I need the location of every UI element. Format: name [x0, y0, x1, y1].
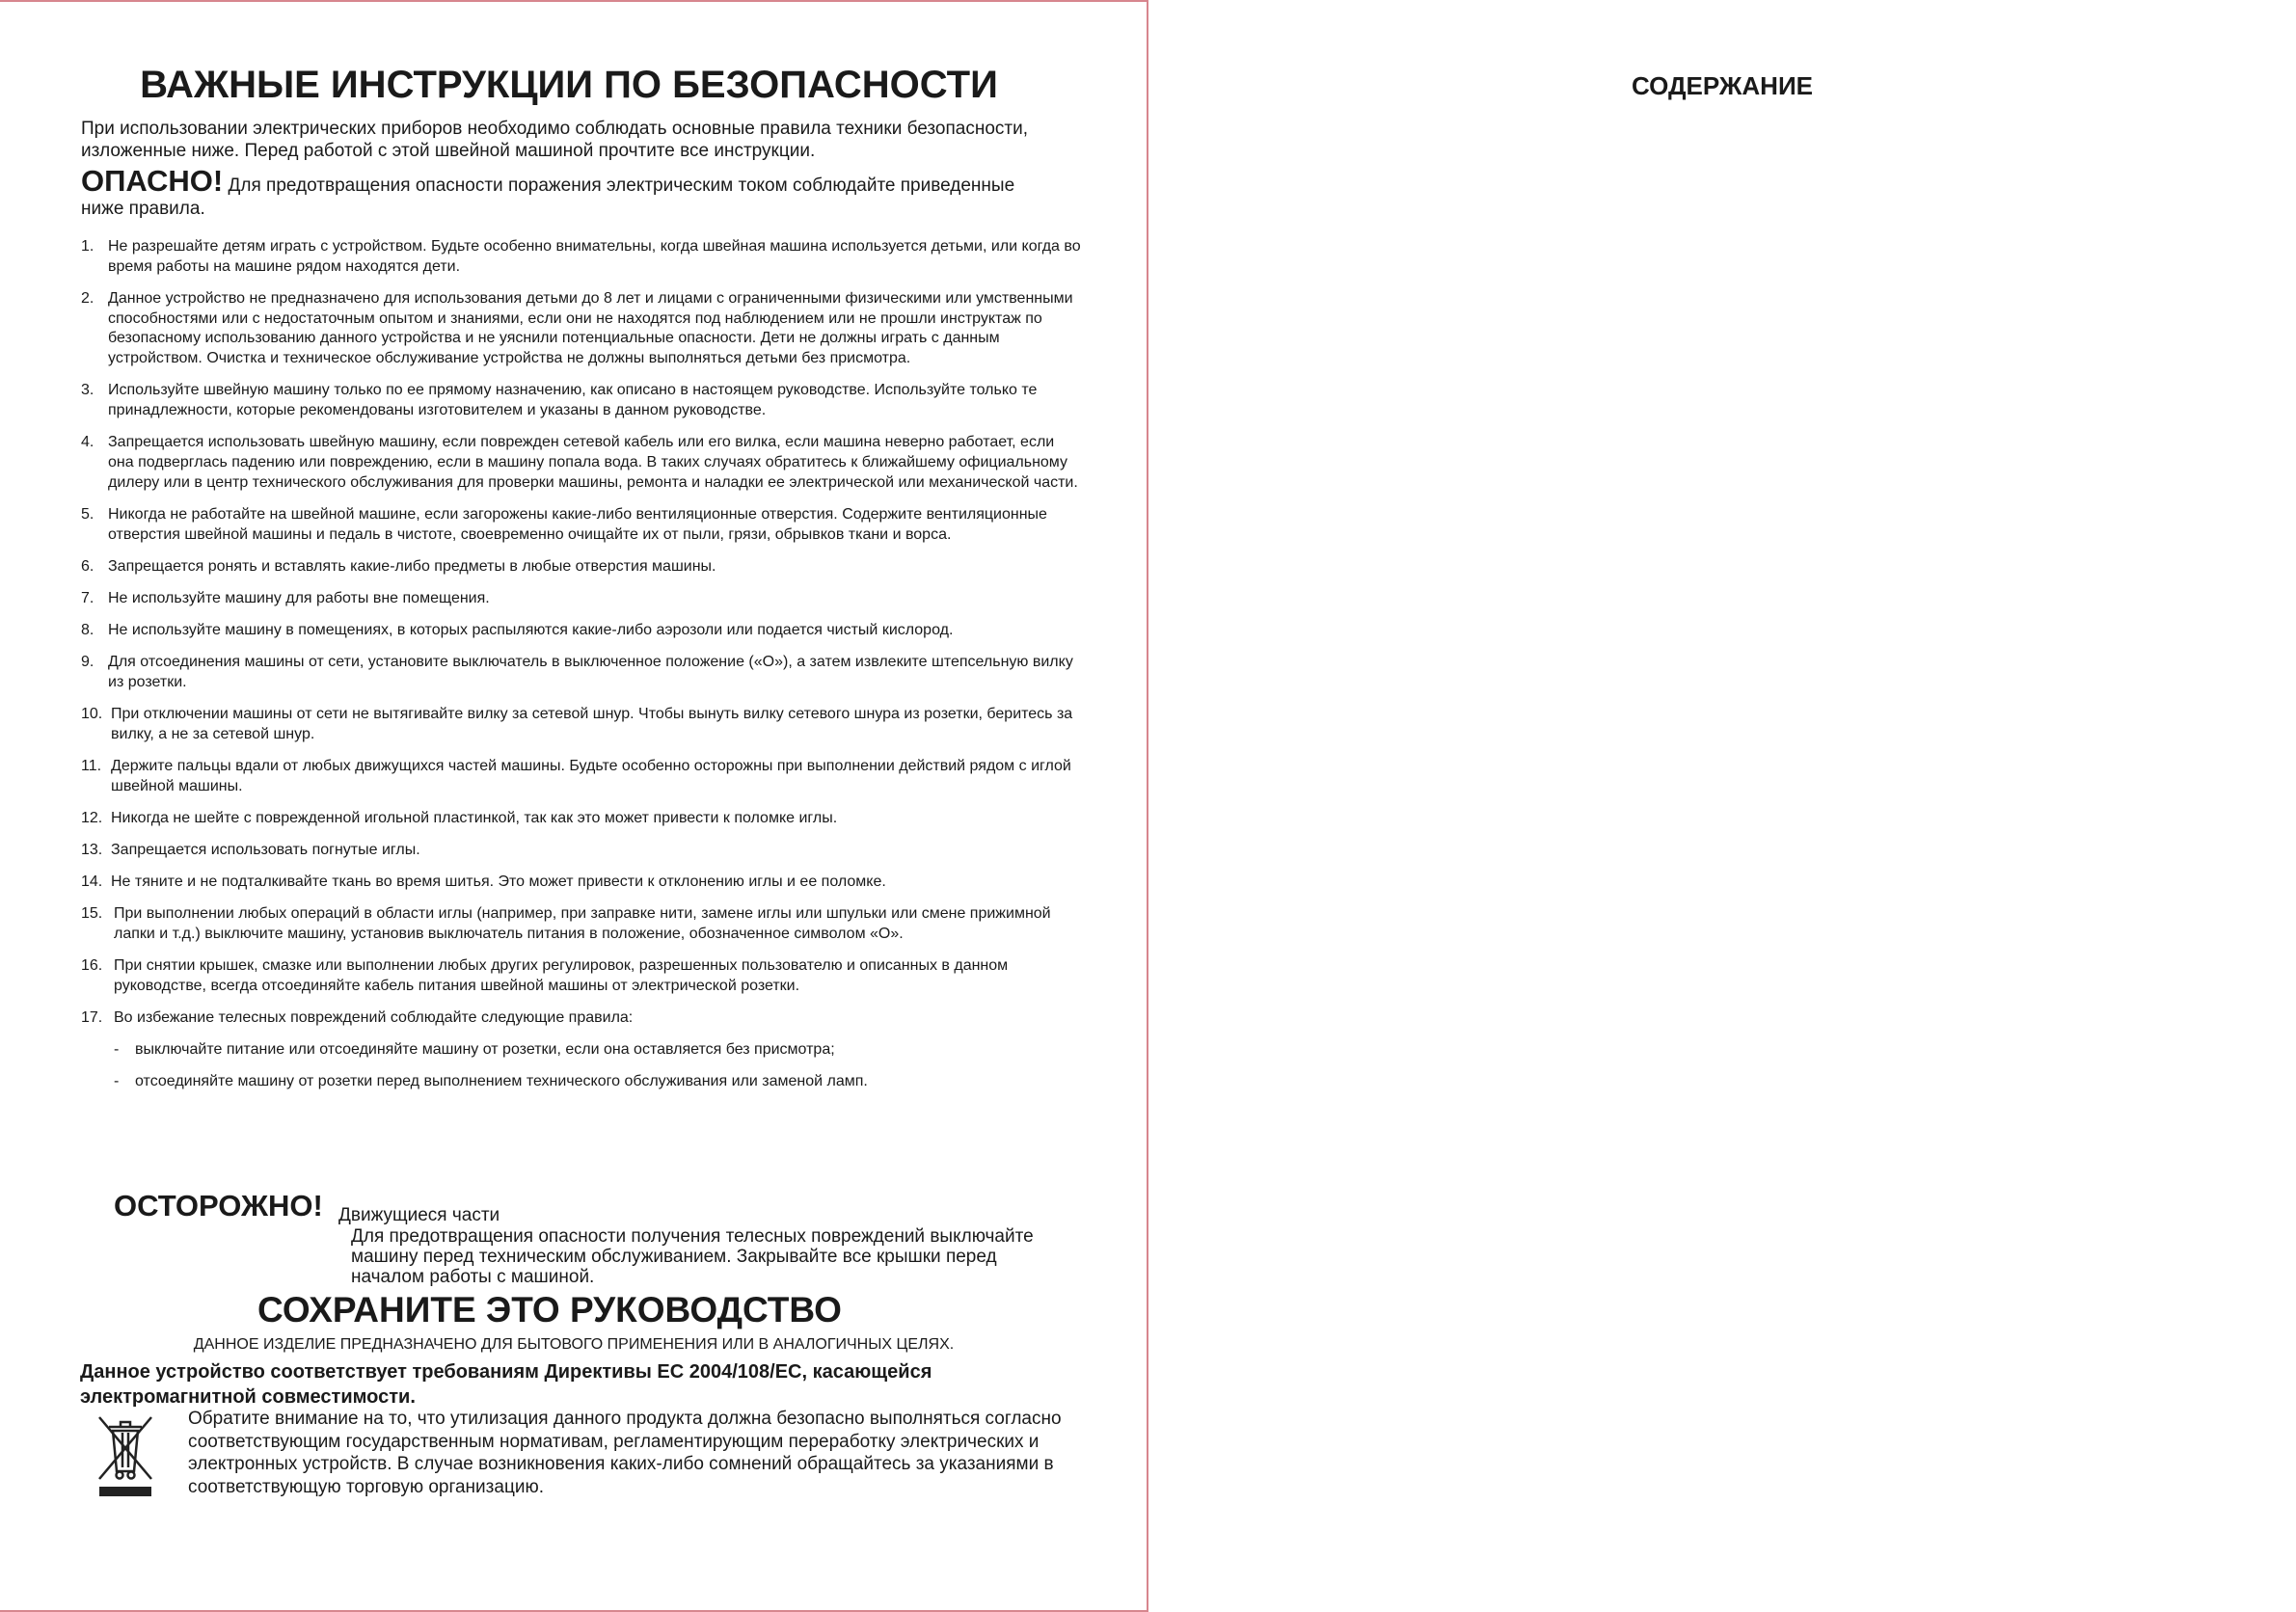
- page-right: [1148, 0, 2296, 1612]
- caution-word: ОСТОРОЖНО!: [114, 1189, 323, 1222]
- danger-word: ОПАСНО!: [81, 164, 224, 198]
- danger-text: Для предотвращения опасности поражения электрическим током соблюдайте приведенные ниже правила.: [81, 175, 1015, 219]
- safety-item-text: При отключении машины от сети не вытягивайте вилку за сетевой шнур. Чтобы вынуть вилку сетевого шнура из розетки, беритесь за вилку, а не за сетевой шнур.: [111, 706, 1073, 742]
- safety-item: [81, 757, 1084, 797]
- household-use-note: ДАННОЕ ИЗДЕЛИЕ ПРЕДНАЗНАЧЕНО ДЛЯ БЫТОВОГО ПРИМЕНЕНИЯ ИЛИ В АНАЛОГИЧНЫХ ЦЕЛЯХ.: [193, 1336, 955, 1353]
- safety-item-text: Запрещается использовать швейную машину, если поврежден сетевой кабель или его вилка, если машина неверно работает, если она подверглась падению или повреждению, если в машину попала вода. В таких случаях обратитесь к ближайшему официальному дилеру или в центр технического обслуживания для проверки машины, ремонта и наладки ее электрической или механической части.: [108, 434, 1078, 491]
- safety-item-number: 5.: [81, 505, 95, 523]
- safety-item-text: Не тяните и не подталкивайте ткань во время шитья. Это может привести к отклонению иглы и ее поломке.: [111, 873, 886, 890]
- safety-item: [81, 873, 1084, 893]
- safety-list: [81, 237, 1084, 1104]
- safety-item-number: 10.: [81, 706, 103, 723]
- safety-item-text: Никогда не работайте на швейной машине, если загорожены какие-либо вентиляционные отверстия. Содержите вентиляционные отверстия швейной машины и педаль в чистоте, своевременно очищайте их от пыли, грязи, обрывков ткани и ворса.: [108, 505, 1047, 543]
- safety-item-number: 3.: [81, 382, 95, 399]
- dash-bullet: -: [114, 1040, 120, 1058]
- safety-item-number: 13.: [81, 841, 103, 858]
- safety-item-text: Держите пальцы вдали от любых движущихся частей машины. Будьте особенно осторожны при выполнении действий рядом с иглой швейной машины.: [111, 757, 1071, 794]
- safety-item: [81, 956, 1084, 997]
- safety-item: [81, 621, 1084, 641]
- safety-item-number: 2.: [81, 289, 95, 307]
- safety-item: [81, 904, 1084, 945]
- safety-item-text: При выполнении любых операций в области иглы (например, при заправке нити, замене иглы или шпульки или смене прижимной лапки и т.д.) выключите машину, установив выключатель питания в положение, обозначенное символом «O».: [114, 905, 1051, 942]
- safety-item: [81, 653, 1084, 693]
- safety-item: [81, 557, 1084, 578]
- caution-subtitle: Движущиеся части: [338, 1205, 500, 1225]
- dash-bullet: -: [114, 1073, 120, 1090]
- safety-sub-item: [81, 1072, 1084, 1092]
- safety-item: [81, 433, 1084, 493]
- safety-item-text: Используйте швейную машину только по ее прямому назначению, как описано в настоящем руководстве. Используйте только те принадлежности, которые рекомендованы изготовителем и указаны в данном руководстве.: [108, 382, 1038, 419]
- safety-item: [81, 237, 1084, 278]
- safety-item-number: 14.: [81, 873, 103, 890]
- save-manual-title: СОХРАНИТЕ ЭТО РУКОВОДСТВО: [257, 1290, 842, 1330]
- safety-item-text: Во избежание телесных повреждений соблюдайте следующие правила:: [114, 1008, 634, 1026]
- intro-paragraph: При использовании электрических приборов необходимо соблюдать основные правила техники безопасности, изложенные ниже. Перед работой с этой швейной машиной прочтите все инструкции.: [81, 119, 1028, 161]
- safety-sub-item: [81, 1040, 1084, 1061]
- safety-item-number: 7.: [81, 589, 95, 606]
- safety-sub-item-text: выключайте питание или отсоединяйте машину от розетки, если она оставляется без присмотра;: [135, 1040, 835, 1058]
- safety-item: [81, 809, 1084, 829]
- disposal-note: Обратите внимание на то, что утилизация данного продукта должна безопасно выполняться согласно соответствующим государственным нормативам, регламентирующим переработку электрических и электронных устройств. В случае возникновения каких-либо сомнений обращайтесь за указаниями в соответствующую торговую организацию.: [188, 1409, 1062, 1497]
- safety-item-text: Никогда не шейте с поврежденной игольной пластинкой, так как это может привести к поломке иглы.: [111, 809, 838, 826]
- safety-item-number: 15.: [81, 905, 103, 923]
- safety-item-text: При снятии крышек, смазке или выполнении любых других регулировок, разрешенных пользователю и описанных в данном руководстве, всегда отсоединяйте кабель питания швейной машины от электрической розетки.: [114, 956, 1009, 994]
- safety-item-text: Не разрешайте детям играть с устройством. Будьте особенно внимательны, когда швейная машина используется детьми, или когда во время работы на машине рядом находятся дети.: [108, 238, 1081, 275]
- page-title: ВАЖНЫЕ ИНСТРУКЦИИ ПО БЕЗОПАСНОСТИ: [140, 64, 998, 106]
- caution-text: Для предотвращения опасности получения телесных повреждений выключайте машину перед техническим обслуживанием. Закрывайте все крышки перед началом работы с машиной.: [351, 1226, 1034, 1287]
- safety-item-number: 4.: [81, 434, 95, 451]
- safety-item: [81, 505, 1084, 546]
- safety-item: [81, 589, 1084, 609]
- safety-item-number: 6.: [81, 557, 95, 575]
- safety-item-text: Данное устройство не предназначено для использования детьми до 8 лет и лицами с ограниченными физическими или умственными способностями или с недостаточным опытом и знаниями, если они не находятся под наблюдением или не прошли инструктаж по безопасному использованию данного устройства и не уяснили потенциальные опасности. Дети не должны играть с данным устройством. Очистка и техническое обслуживание устройства не должны выполняться детьми без присмотра.: [108, 289, 1073, 367]
- safety-item-number: 9.: [81, 654, 95, 671]
- safety-item-text: Запрещается ронять и вставлять какие-либо предметы в любые отверстия машины.: [108, 557, 716, 575]
- safety-item: [81, 381, 1084, 421]
- safety-sub-item-text: отсоединяйте машину от розетки перед выполнением технического обслуживания или заменой ламп.: [135, 1073, 868, 1090]
- safety-item-number: 16.: [81, 956, 103, 974]
- safety-item: [81, 1008, 1084, 1029]
- safety-item-text: Запрещается использовать погнутые иглы.: [111, 841, 420, 858]
- safety-item-text: Для отсоединения машины от сети, установите выключатель в выключенное положение («O»), а затем извлеките штепсельную вилку из розетки.: [108, 654, 1073, 690]
- safety-item-text: Не используйте машину для работы вне помещения.: [108, 589, 490, 606]
- safety-item-number: 11.: [81, 757, 102, 774]
- safety-item-text: Не используйте машину в помещениях, в которых распыляются какие-либо аэрозоли или подается чистый кислород.: [108, 622, 954, 639]
- danger-block: [81, 164, 1045, 221]
- emc-directive-note: Данное устройство соответствует требованиям Директивы ЕС 2004/108/EC, касающейся электромагнитной совместимости.: [80, 1361, 932, 1408]
- contents-title: СОДЕРЖАНИЕ: [1632, 71, 1813, 100]
- safety-item-number: 1.: [81, 238, 95, 255]
- safety-item: [81, 705, 1084, 745]
- safety-item: [81, 289, 1084, 369]
- safety-item-number: 12.: [81, 809, 103, 826]
- safety-item: [81, 841, 1084, 861]
- crossed-bin-icon: [94, 1410, 157, 1498]
- safety-item-number: 17.: [81, 1008, 103, 1026]
- safety-item-number: 8.: [81, 622, 95, 639]
